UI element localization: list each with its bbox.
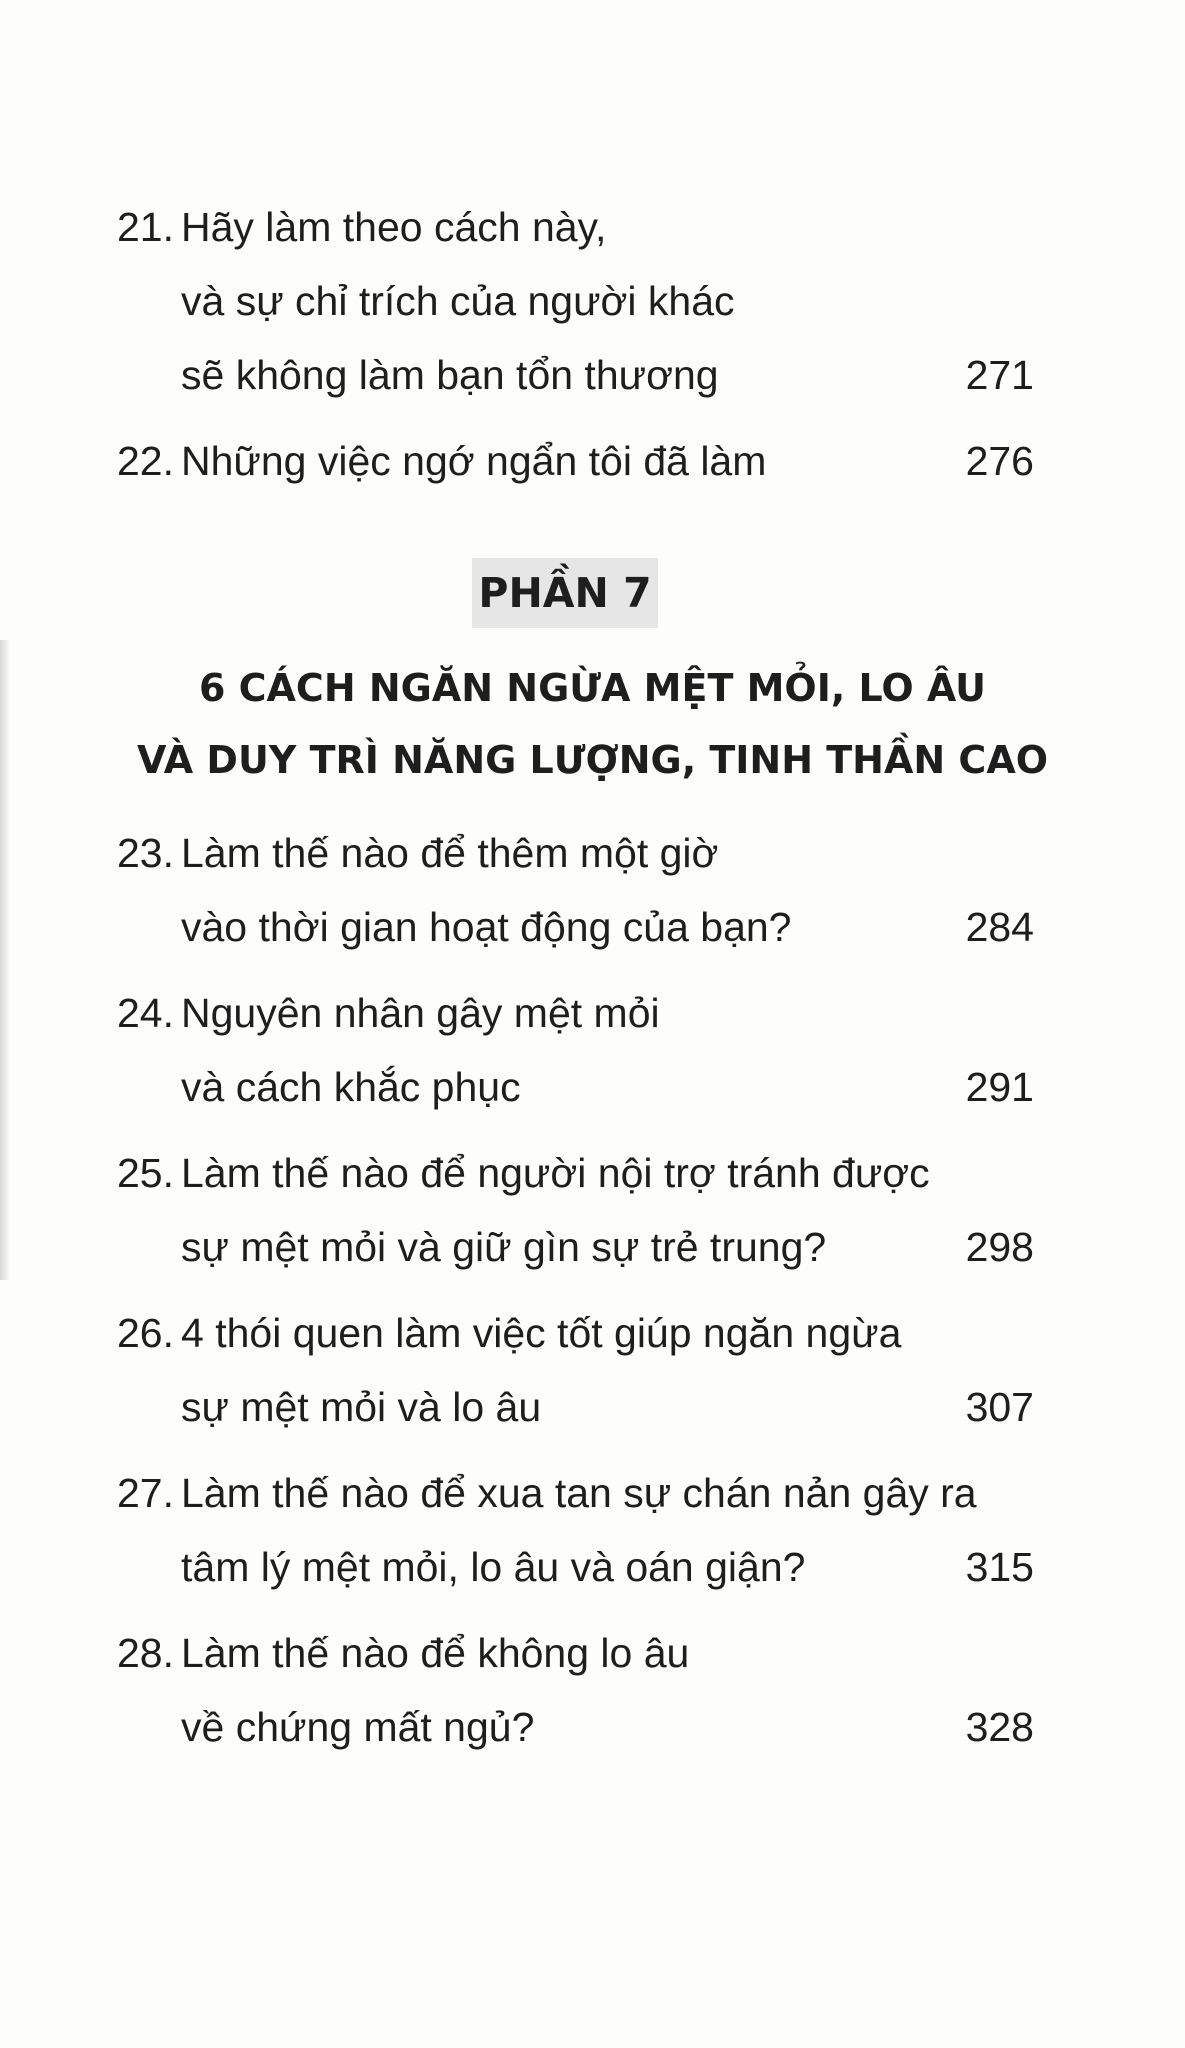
entry-title-line: sẽ không làm bạn tổn thương: [181, 352, 719, 398]
entry-number: 26.: [117, 1310, 174, 1356]
entry-page-number: 284: [965, 904, 1034, 950]
part-title-line-1: 6 CÁCH NGĂN NGỪA MỆT MỎI, LO ÂU: [198, 666, 987, 710]
toc-line: [0, 1616, 1185, 1690]
toc-line: [0, 1530, 1185, 1604]
toc-entry-26: [0, 1296, 1185, 1444]
toc-entry-22: [0, 424, 1185, 498]
entry-title-line: Hãy làm theo cách này,: [181, 204, 607, 250]
toc-line: [0, 1210, 1185, 1284]
entry-title-line: Những việc ngớ ngẩn tôi đã làm: [181, 438, 767, 484]
entry-page-number: 276: [965, 438, 1034, 484]
entry-page-number: 315: [965, 1544, 1034, 1590]
toc-line: [0, 1136, 1185, 1210]
toc-entry-23: [0, 816, 1185, 964]
entry-page-number: 291: [965, 1064, 1034, 1110]
toc-line: [0, 1456, 1185, 1530]
toc-entry-28: [0, 1616, 1185, 1764]
entry-page-number: 307: [965, 1384, 1034, 1430]
entry-page-number: 271: [965, 352, 1034, 398]
entry-number: 22.: [117, 438, 174, 484]
entry-title-line: sự mệt mỏi và lo âu: [181, 1384, 542, 1430]
toc-line: [0, 264, 1185, 338]
toc-entry-21: [0, 190, 1185, 412]
entry-title-line: sự mệt mỏi và giữ gìn sự trẻ trung?: [181, 1224, 827, 1270]
entry-title-line: tâm lý mệt mỏi, lo âu và oán giận?: [181, 1544, 806, 1590]
entry-number: 28.: [117, 1630, 174, 1676]
toc-line: [0, 1370, 1185, 1444]
toc-entry-27: [0, 1456, 1185, 1604]
entry-title-line: Làm thế nào để xua tan sự chán nản gây ra: [181, 1470, 977, 1516]
toc-line: [0, 890, 1185, 964]
toc-line: [0, 1296, 1185, 1370]
entry-title-line: Làm thế nào để người nội trợ tránh được: [181, 1150, 930, 1196]
entry-title-line: và cách khắc phục: [181, 1064, 521, 1110]
entry-title-line: Làm thế nào để không lo âu: [181, 1630, 690, 1676]
entry-number: 27.: [117, 1470, 174, 1516]
entry-number: 24.: [117, 990, 174, 1036]
entry-number: 25.: [117, 1150, 174, 1196]
toc-entry-24: [0, 976, 1185, 1124]
toc-line: [0, 976, 1185, 1050]
entry-title-line: và sự chỉ trích của người khác: [181, 278, 735, 324]
entry-title-line: 4 thói quen làm việc tốt giúp ngăn ngừa: [181, 1310, 902, 1356]
entry-number: 21.: [117, 204, 174, 250]
entry-title-line: Làm thế nào để thêm một giờ: [181, 830, 719, 876]
entry-title-line: vào thời gian hoạt động của bạn?: [181, 904, 792, 950]
toc-line: [0, 1050, 1185, 1124]
entry-page-number: 298: [965, 1224, 1034, 1270]
entry-number: 23.: [117, 830, 174, 876]
entry-title-line: Nguyên nhân gây mệt mỏi: [181, 990, 660, 1036]
toc-entry-25: [0, 1136, 1185, 1284]
toc-line: [0, 816, 1185, 890]
entry-title-line: về chứng mất ngủ?: [181, 1704, 535, 1750]
part-title-line-2: VÀ DUY TRÌ NĂNG LƯỢNG, TINH THẦN CAO: [136, 738, 1049, 782]
entry-page-number: 328: [965, 1704, 1034, 1750]
toc-line: [0, 424, 1185, 498]
part-label: PHẦN 7: [472, 558, 658, 628]
toc-line: [0, 338, 1185, 412]
toc-line: [0, 1690, 1185, 1764]
toc-line: [0, 190, 1185, 264]
